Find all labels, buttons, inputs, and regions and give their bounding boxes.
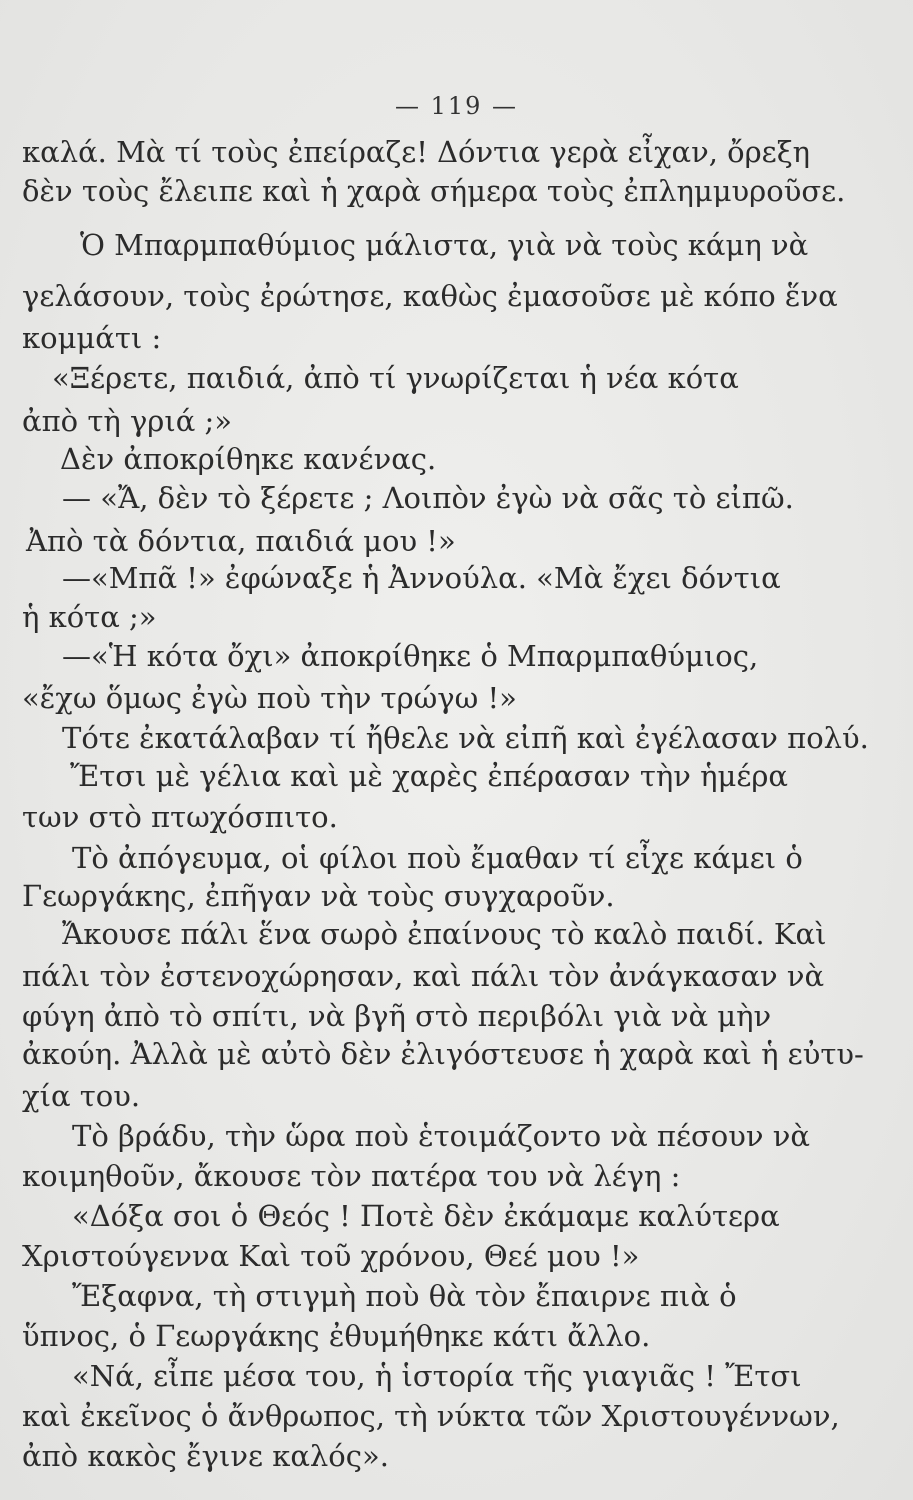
text-line: «Ξέρετε, παιδιά, ἀπὸ τί γνωρίζεται ἡ νέα κότα bbox=[52, 361, 739, 395]
text-line: Γεωργάκης, ἐπῆγαν νὰ τοὺς συγχαροῦν. bbox=[22, 879, 615, 913]
text-line: —«Ἡ κότα ὄχι» ἀποκρίθηκε ὁ Μπαρμπαθύμιος, bbox=[62, 639, 759, 673]
text-line: ἀπὸ κακὸς ἔγινε καλός». bbox=[22, 1439, 389, 1473]
text-line: των στὸ πτωχόσπιτο. bbox=[22, 800, 338, 834]
text-line: καλά. Μὰ τί τοὺς ἐπείραζε! Δόντια γερὰ εἶχαν, ὄρεξη bbox=[22, 135, 811, 169]
text-line: κομμάτι : bbox=[22, 321, 162, 355]
text-line: ἡ κότα ;» bbox=[22, 600, 157, 634]
text-line: «ἔχω ὅμως ἐγὼ ποὺ τὴν τρώγω !» bbox=[22, 681, 517, 715]
text-line: «Νά, εἶπε μέσα του, ἡ ἱστορία τῆς γιαγιᾶς ! Ἔτσι bbox=[72, 1359, 802, 1393]
text-line: Τὸ ἀπόγευμα, οἱ φίλοι ποὺ ἔμαθαν τί εἶχε κάμει ὁ bbox=[72, 841, 803, 875]
text-line: ἀπὸ τὴ γριά ;» bbox=[22, 404, 233, 438]
text-line: πάλι τὸν ἐστενοχώρησαν, καὶ πάλι τὸν ἀνάγκασαν νὰ bbox=[22, 959, 825, 993]
text-line: δὲν τοὺς ἔλειπε καὶ ἡ χαρὰ σήμερα τοὺς ἐπλημμυροῦσε. bbox=[22, 174, 846, 208]
text-line: ὕπνος, ὁ Γεωργάκης ἐθυμήθηκε κάτι ἄλλο. bbox=[22, 1319, 651, 1353]
text-line: Ἔξαφνα, τὴ στιγμὴ ποὺ θὰ τὸν ἔπαιρνε πιὰ ὁ bbox=[72, 1279, 737, 1313]
text-line: καὶ ἐκεῖνος ὁ ἄνθρωπος, τὴ νύκτα τῶν Χριστουγέννων, bbox=[22, 1399, 840, 1433]
page-number: — 119 — bbox=[394, 92, 519, 120]
text-line: χία του. bbox=[22, 1079, 141, 1113]
text-line: κοιμηθοῦν, ἄκουσε τὸν πατέρα του νὰ λέγη : bbox=[22, 1159, 681, 1193]
text-line: Ὁ Μπαρμπαθύμιος μάλιστα, γιὰ νὰ τοὺς κάμη νὰ bbox=[80, 228, 809, 262]
text-line: Ἔτσι μὲ γέλια καὶ μὲ χαρὲς ἐπέρασαν τὴν ἡμέρα bbox=[70, 759, 789, 793]
text-line: — «Ἄ, δὲν τὸ ξέρετε ; Λοιπὸν ἐγὼ νὰ σᾶς τὸ εἰπῶ. bbox=[62, 481, 794, 515]
text-line: —«Μπᾶ !» ἐφώναξε ἡ Ἀννούλα. «Μὰ ἔχει δόντια bbox=[62, 561, 781, 595]
text-line: γελάσουν, τοὺς ἐρώτησε, καθὼς ἐμασοῦσε μὲ κόπο ἕνα bbox=[22, 279, 838, 313]
text-line: Τότε ἐκατάλαβαν τί ἤθελε νὰ εἰπῆ καὶ ἐγέλασαν πολύ. bbox=[62, 721, 869, 755]
text-line: Τὸ βράδυ, τὴν ὥρα ποὺ ἑτοιμάζοντο νὰ πέσουν νὰ bbox=[72, 1119, 810, 1153]
text-line: Ἄκουσε πάλι ἕνα σωρὸ ἐπαίνους τὸ καλὸ παιδί. Καὶ bbox=[62, 917, 827, 951]
text-line: ἀκούη. Ἀλλὰ μὲ αὐτὸ δὲν ἐλιγόστευσε ἡ χαρὰ καὶ ἡ εὐτυ- bbox=[22, 1037, 864, 1071]
text-line: Χριστούγεννα Καὶ τοῦ χρόνου, Θεέ μου !» bbox=[22, 1239, 640, 1273]
text-line: Δὲν ἀποκρίθηκε κανένας. bbox=[60, 442, 437, 476]
text-line: «Δόξα σοι ὁ Θεός ! Ποτὲ δὲν ἐκάμαμε καλύτερα bbox=[72, 1199, 780, 1233]
text-line: φύγη ἀπὸ τὸ σπίτι, νὰ βγῆ στὸ περιβόλι γιὰ νὰ μὴν bbox=[22, 999, 772, 1033]
text-line: Ἀπὸ τὰ δόντια, παιδιά μου !» bbox=[26, 524, 456, 558]
